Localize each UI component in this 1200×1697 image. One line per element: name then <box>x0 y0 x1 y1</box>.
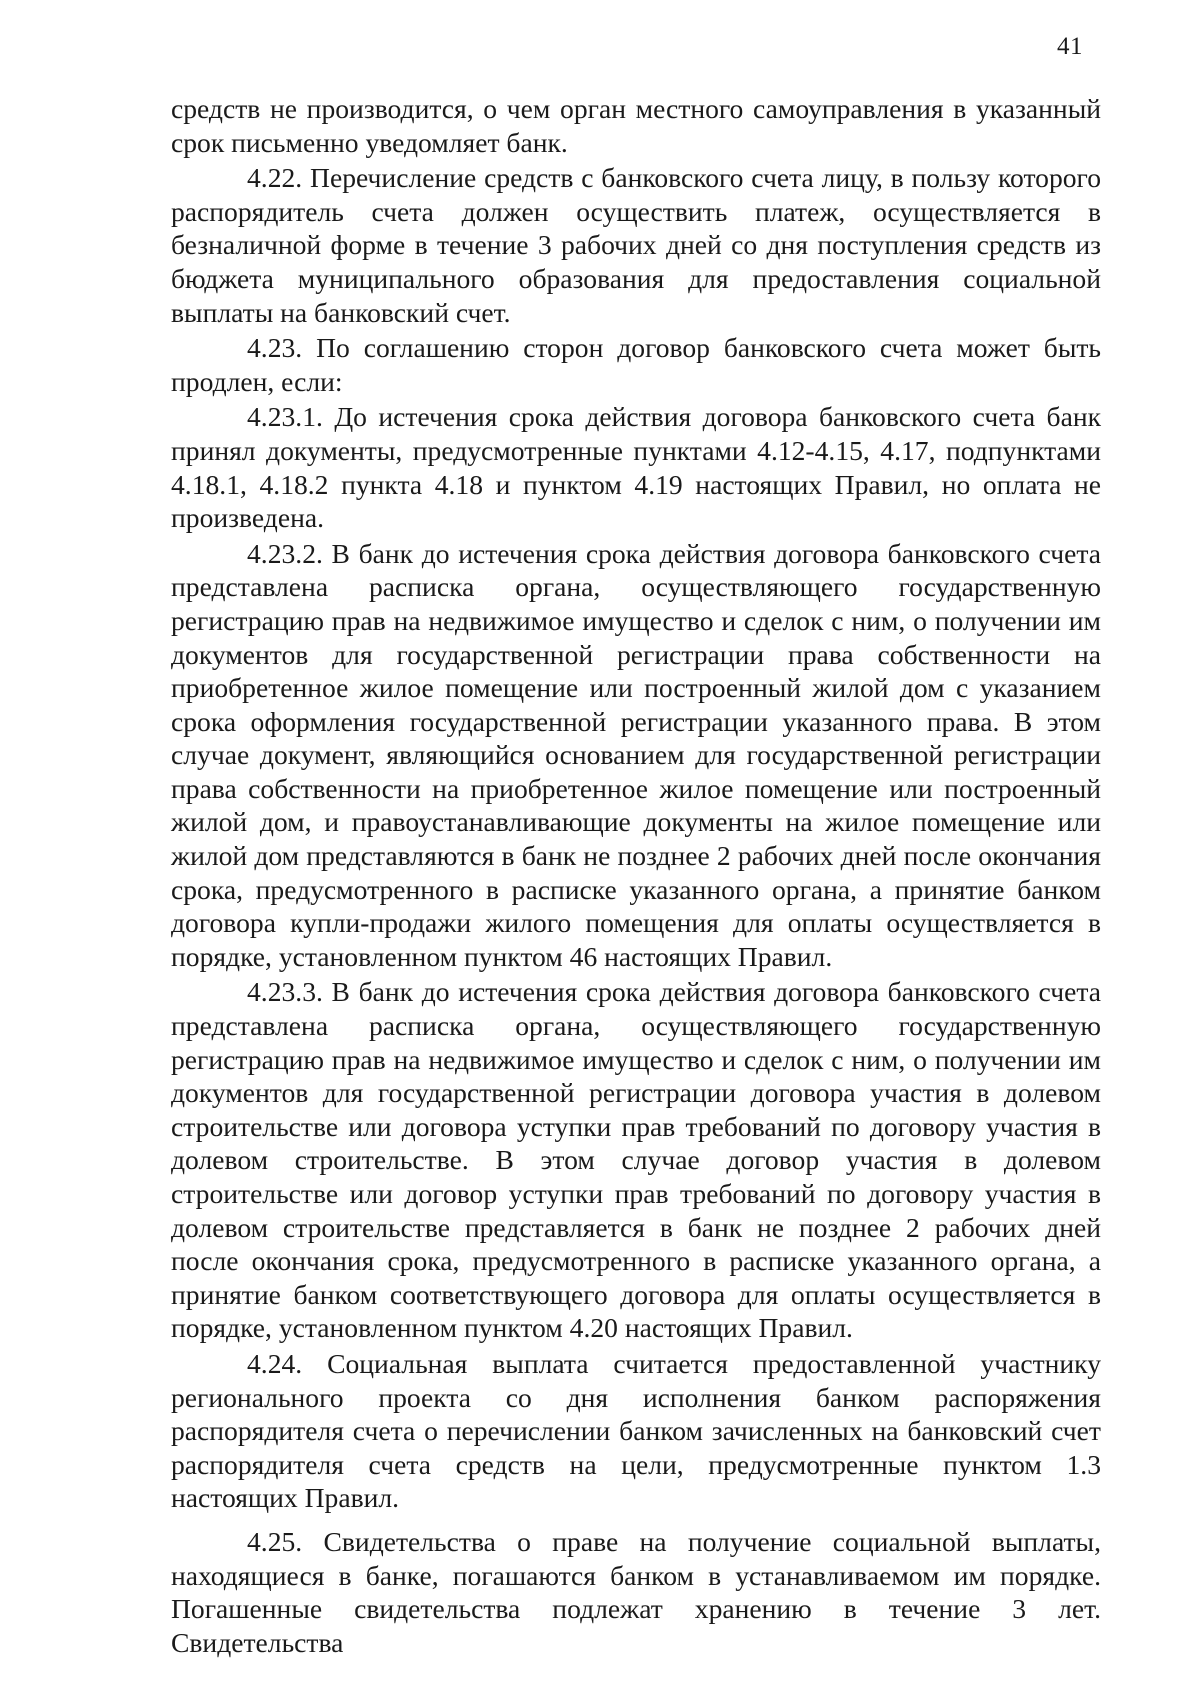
paragraph-4-24: 4.24. Социальная выплата считается предоставленной участнику регионального проекта со дня исполнения банком распоряжения распорядителя счета о перечислении банком зачисленных на банковский счет распорядителя счета средств на цели, предусмотренные пунктом 1.3 настоящих Правил. <box>171 1347 1101 1514</box>
paragraph-4-22: 4.22. Перечисление средств с банковского счета лицу, в пользу которого распорядитель счета должен осуществить платеж, осуществляется в безналичной форме в течение 3 рабочих дней со дня поступления средств из бюджета муниципального образования для предоставления социальной выплаты на банковский счет. <box>171 162 1101 328</box>
paragraph-continuation: средств не производится, о чем орган местного самоуправления в указанный срок письменно уведомляет банк. <box>171 93 1101 158</box>
page-number: 41 <box>1057 33 1083 60</box>
paragraph-4-25: 4.25. Свидетельства о праве на получение социальной выплаты, находящиеся в банке, погашаются банком в устанавливаемом им порядке. Погашенные свидетельства подлежат хранению в течение 3 лет. Свидетельства <box>171 1525 1101 1658</box>
document-body <box>171 92 1101 1659</box>
paragraph-4-23-3: 4.23.3. В банк до истечения срока действия договора банковского счета представлена расписка органа, осуществляющего государственную регистрацию прав на недвижимое имущество и сделок с ним, о получении им документов для государственной регистрации договора участия в долевом строительстве или договора уступки прав требований по договору участия в долевом строительстве. В этом случае договор участия в долевом строительстве или договор уступки прав требований по договору участия в долевом строительстве представляется в банк не позднее 2 рабочих дней после окончания срока, предусмотренного в расписке указанного органа, а принятие банком соответствующего договора для оплаты осуществляется в порядке, установленном пунктом 4.20 настоящих Правил. <box>171 976 1101 1344</box>
paragraph-4-23-1: 4.23.1. До истечения срока действия договора банковского счета банк принял документы, предусмотренные пунктами 4.12-4.15, 4.17, подпунктами 4.18.1, 4.18.2 пункта 4.18 и пунктом 4.19 настоящих Правил, но оплата не произведена. <box>171 401 1101 534</box>
paragraph-4-23-2: 4.23.2. В банк до истечения срока действия договора банковского счета представлена расписка органа, осуществляющего государственную регистрацию прав на недвижимое имущество и сделок с ним, о получении им документов для государственной регистрации права собственности на приобретенное жилое помещение или построенный жилой дом с указанием срока оформления государственной регистрации указанного права. В этом случае документ, являющийся основанием для государственной регистрации права собственности на приобретенное жилое помещение или построенный жилой дом, и правоустанавливающие документы на жилое помещение или жилой дом представляются в банк не позднее 2 рабочих дней после окончания срока, предусмотренного в расписке указанного органа, а принятие банком договора купли-продажи жилого помещения для оплаты осуществляется в порядке, установленном пунктом 46 настоящих Правил. <box>171 537 1101 972</box>
paragraph-4-23: 4.23. По соглашению сторон договор банковского счета может быть продлен, если: <box>171 332 1101 397</box>
